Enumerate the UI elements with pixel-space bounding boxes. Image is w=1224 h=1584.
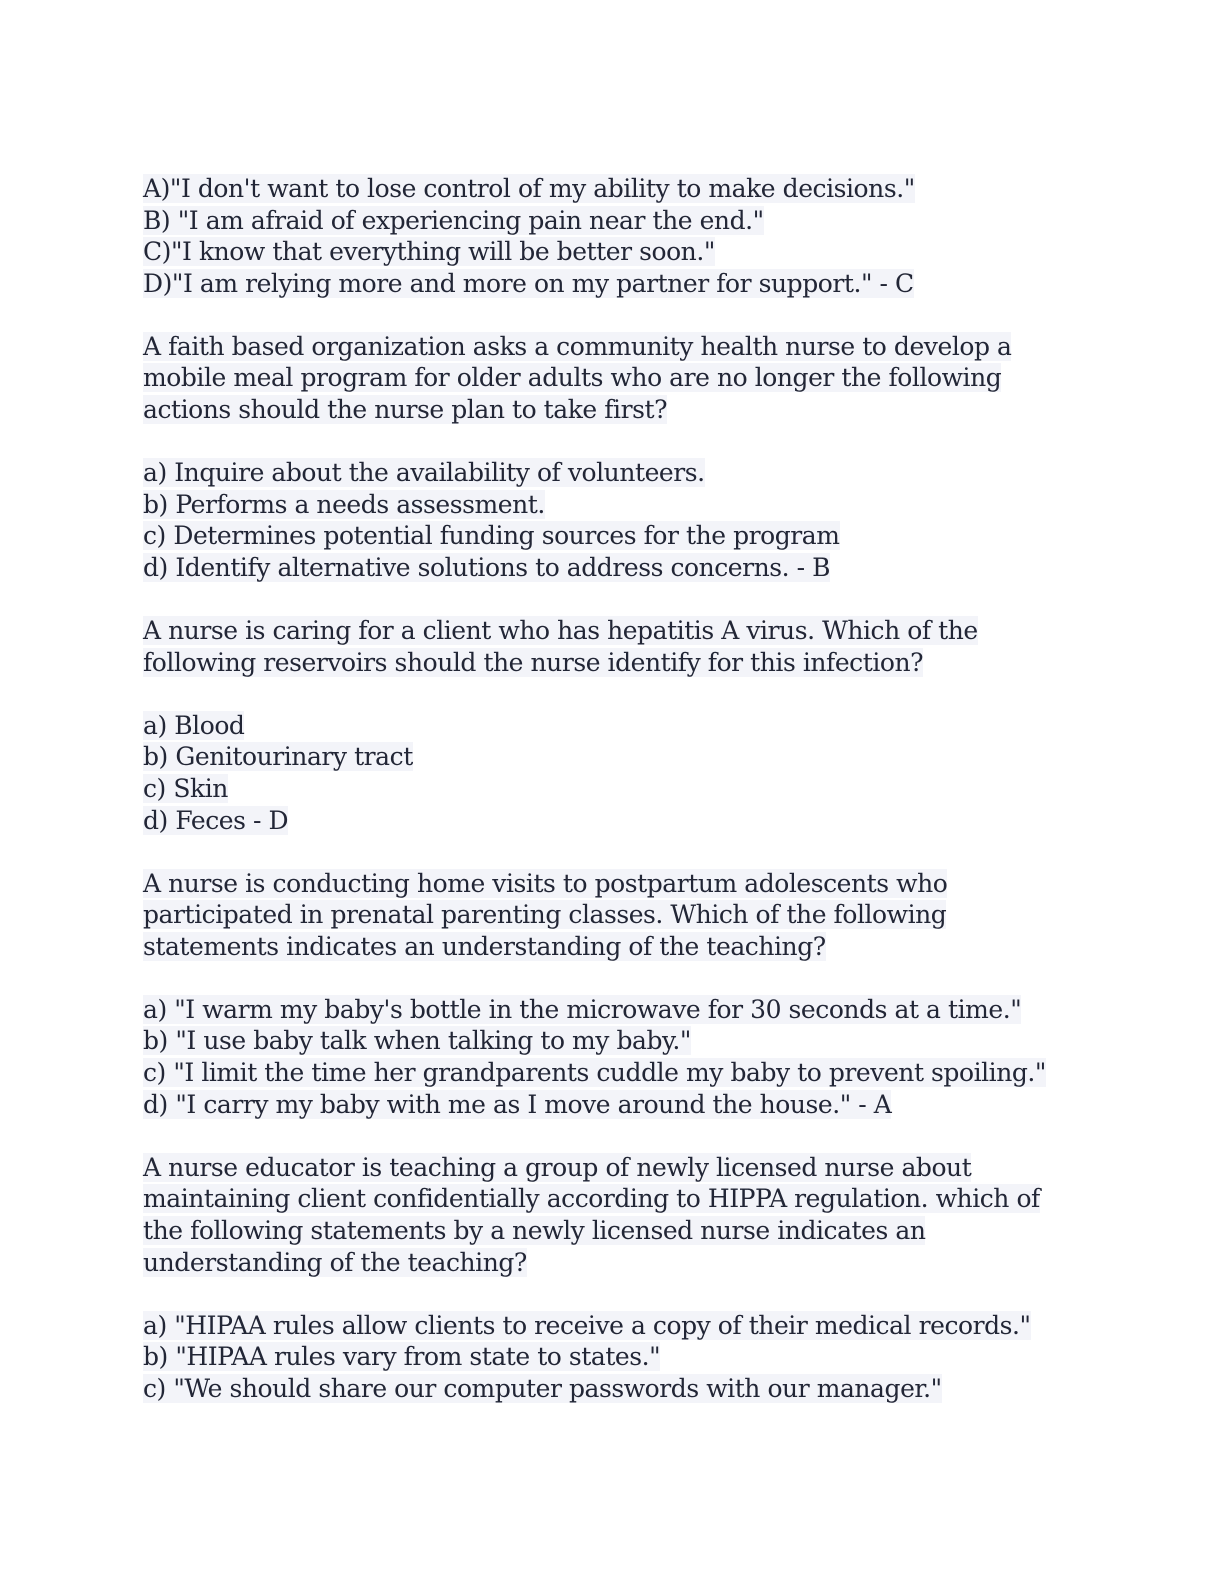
answer-option: c) Determines potential funding sources for the program [143,521,840,551]
answer-options-block [143,994,1103,1120]
answer-options-block [143,173,1103,299]
answer-option: c) "I limit the time her grandparents cuddle my baby to prevent spoiling." [143,1058,1046,1088]
answer-option: d) Identify alternative solutions to address concerns. - B [143,552,831,582]
answer-option: d) "I carry my baby with me as I move around the house." - A [143,1089,892,1119]
answer-options-block [143,457,1103,583]
question-block [143,1152,1103,1278]
answer-option: b) "I use baby talk when talking to my baby." [143,1026,691,1056]
question-block [143,615,1103,678]
question-block [143,331,1103,426]
question-line: understanding of the teaching? [143,1247,527,1277]
answer-option: A)"I don't want to lose control of my ability to make decisions." [143,174,915,203]
question-line: maintaining client confidentially according to HIPPA regulation. which of [143,1184,1040,1214]
answer-options-block [143,1310,1103,1405]
answer-option: a) Blood [143,710,245,740]
document-page [143,173,1103,1436]
answer-option: B) "I am afraid of experiencing pain near the end." [143,205,764,235]
question-line: A nurse is conducting home visits to postpartum adolescents who [143,868,948,898]
question-line: mobile meal program for older adults who are no longer the following [143,363,1002,393]
answer-option: d) Feces - D [143,805,289,835]
answer-option: a) "HIPAA rules allow clients to receive a copy of their medical records." [143,1310,1031,1340]
question-line: participated in prenatal parenting classes. Which of the following [143,900,947,930]
answer-option: c) Skin [143,773,228,803]
question-block [143,868,1103,963]
answer-option: b) Performs a needs assessment. [143,489,545,519]
question-line: following reservoirs should the nurse identify for this infection? [143,647,924,677]
answer-option: c) "We should share our computer passwords with our manager." [143,1373,942,1403]
question-line: the following statements by a newly licensed nurse indicates an [143,1215,926,1245]
question-line: A faith based organization asks a community health nurse to develop a [143,331,1012,361]
question-line: actions should the nurse plan to take first? [143,395,668,425]
answer-option: b) "HIPAA rules vary from state to states." [143,1342,661,1372]
answer-option: C)"I know that everything will be better soon." [143,237,715,267]
question-line: A nurse educator is teaching a group of newly licensed nurse about [143,1152,972,1182]
answer-options-block [143,710,1103,836]
answer-option: a) "I warm my baby's bottle in the microwave for 30 seconds at a time." [143,994,1022,1024]
answer-option: D)"I am relying more and more on my partner for support." - C [143,268,914,298]
question-line: A nurse is caring for a client who has hepatitis A virus. Which of the [143,616,978,646]
question-line: statements indicates an understanding of the teaching? [143,931,826,961]
answer-option: a) Inquire about the availability of volunteers. [143,458,705,488]
answer-option: b) Genitourinary tract [143,742,413,772]
